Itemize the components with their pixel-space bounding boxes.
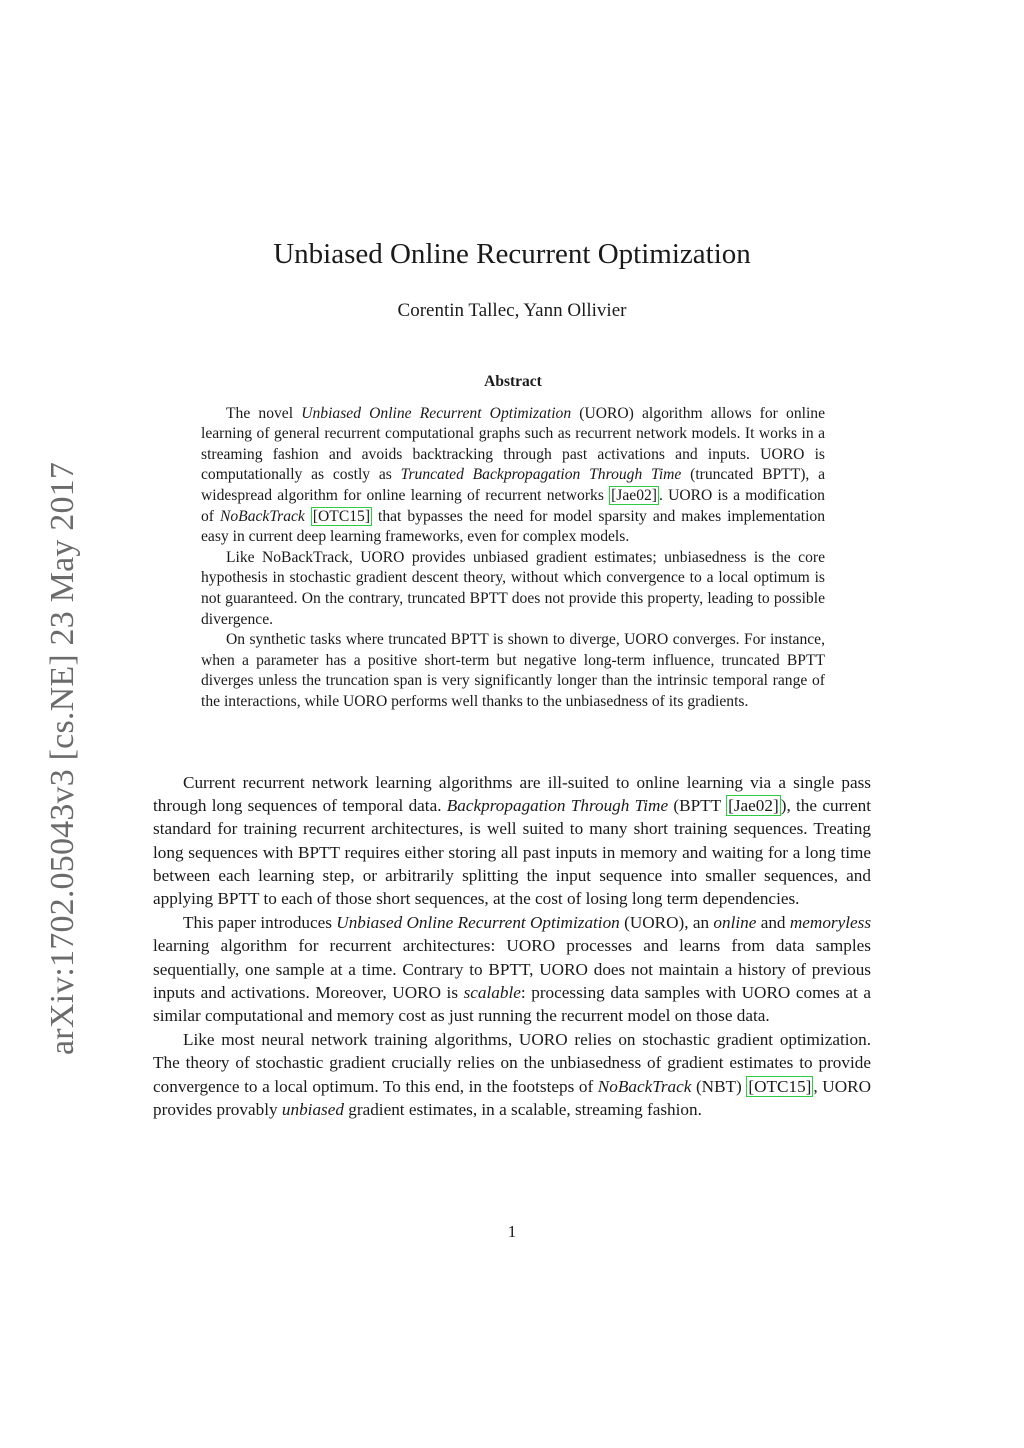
emph-text: online: [713, 913, 757, 933]
emph-text: NoBackTrack: [219, 507, 305, 525]
text: . UORO is a modification of: [201, 486, 825, 525]
citation-link[interactable]: [Jae02]: [611, 486, 657, 504]
body-text: [153, 771, 871, 1122]
emph-text: scalable: [463, 982, 521, 1002]
emph-text: Backpropagation Through Time: [446, 796, 669, 816]
paper-authors: Corentin Tallec, Yann Ollivier: [397, 300, 627, 321]
text: (NBT): [691, 1076, 747, 1096]
abstract-paragraph-3: On synthetic tasks where truncated BPTT is shown to diverge, UORO converges. For instance, when a parameter has a positive short-term but negative long-term influence, truncated BPTT diverges unless the truncation span is very significantly longer than the intrinsic temporal range of the interactions, while UORO performs well thanks to the unbiasedness of its gradients.: [201, 631, 825, 710]
emph-text: memoryless: [789, 913, 872, 933]
text: , UORO provides provably: [153, 1076, 872, 1119]
text: : processing data samples with UORO comes at a similar computational and memory cost as just running the recurrent model on those data.: [153, 982, 871, 1026]
text: This paper introduces: [183, 913, 337, 933]
arxiv-identifier: arXiv:1702.05043v3 [cs.NE] 23 May 2017: [44, 461, 81, 1055]
paper-title: Unbiased Online Recurrent Optimization: [273, 238, 751, 270]
text: (UORO) algorithm allows for online learning of general recurrent computational graphs such as recurrent network models. It works in a streaming fashion and avoids backtracking through past activations and inputs. UORO is computationally as costly as: [201, 404, 825, 484]
citation-link[interactable]: [OTC15]: [312, 507, 371, 525]
body-paragraph-1: [153, 771, 871, 910]
text: Current recurrent network learning algorithms are ill-suited to online learning via a single pass through long sequences of temporal data.: [153, 773, 871, 816]
text: (BPTT: [668, 796, 727, 816]
text: [305, 508, 311, 525]
citation-link[interactable]: [OTC15]: [748, 1076, 812, 1096]
text: ), the current standard for training recurrent architectures, is well suited to many short training sequences. Treating long sequences with BPTT requires either storing all past inputs in memory and waiting for a long time between each learning step, or arbitrarily splitting the input sequence into smaller sequences, and applying BPTT to each of those short sequences, at the cost of losing long term dependencies.: [153, 796, 871, 909]
text: (UORO), an: [619, 913, 714, 933]
emph-text: Unbiased Online Recurrent Optimization: [336, 913, 620, 933]
text: Like most neural network training algorithms, UORO relies on stochastic gradient optimization. The theory of stochastic gradient crucially relies on the unbiasedness of gradient estimates to provide convergence to a local optimum. To this end, in the footsteps of: [153, 1030, 871, 1096]
emph-text: NoBackTrack: [597, 1076, 692, 1096]
abstract-paragraph-1: [201, 404, 825, 548]
page-number: 1: [507, 1222, 517, 1241]
emph-text: Unbiased Online Recurrent Optimization: [301, 404, 572, 422]
abstract-section: [201, 372, 825, 713]
abstract-heading: Abstract: [484, 373, 542, 390]
abstract-paragraph-2: Like NoBackTrack, UORO provides unbiased gradient estimates; unbiasedness is the core hypothesis in stochastic gradient descent theory, without which convergence to a local optimum is not guaranteed. On the contrary, truncated BPTT does not provide this property, leading to possible divergence.: [201, 548, 825, 628]
text: that bypasses the need for model sparsity and makes implementation easy in current deep learning frameworks, even for complex models.: [201, 507, 825, 546]
emph-text: unbiased: [281, 1099, 344, 1119]
text: (truncated BPTT), a widespread algorithm for online learning of recurrent networks: [201, 466, 825, 504]
text: The novel: [226, 404, 302, 422]
citation-link[interactable]: [Jae02]: [728, 796, 779, 816]
text: gradient estimates, in a scalable, streaming fashion.: [343, 1099, 702, 1119]
text: and: [756, 913, 790, 933]
text: learning algorithm for recurrent architectures: UORO processes and learns from data samples sequentially, one sample at a time. Contrary to BPTT, UORO does not maintain a history of previous inputs and activations. Moreover, UORO is: [153, 936, 871, 1002]
body-paragraph-2: [153, 911, 871, 1027]
body-paragraph-3: [153, 1028, 871, 1121]
emph-text: Truncated Backpropagation Through Time: [400, 466, 682, 484]
